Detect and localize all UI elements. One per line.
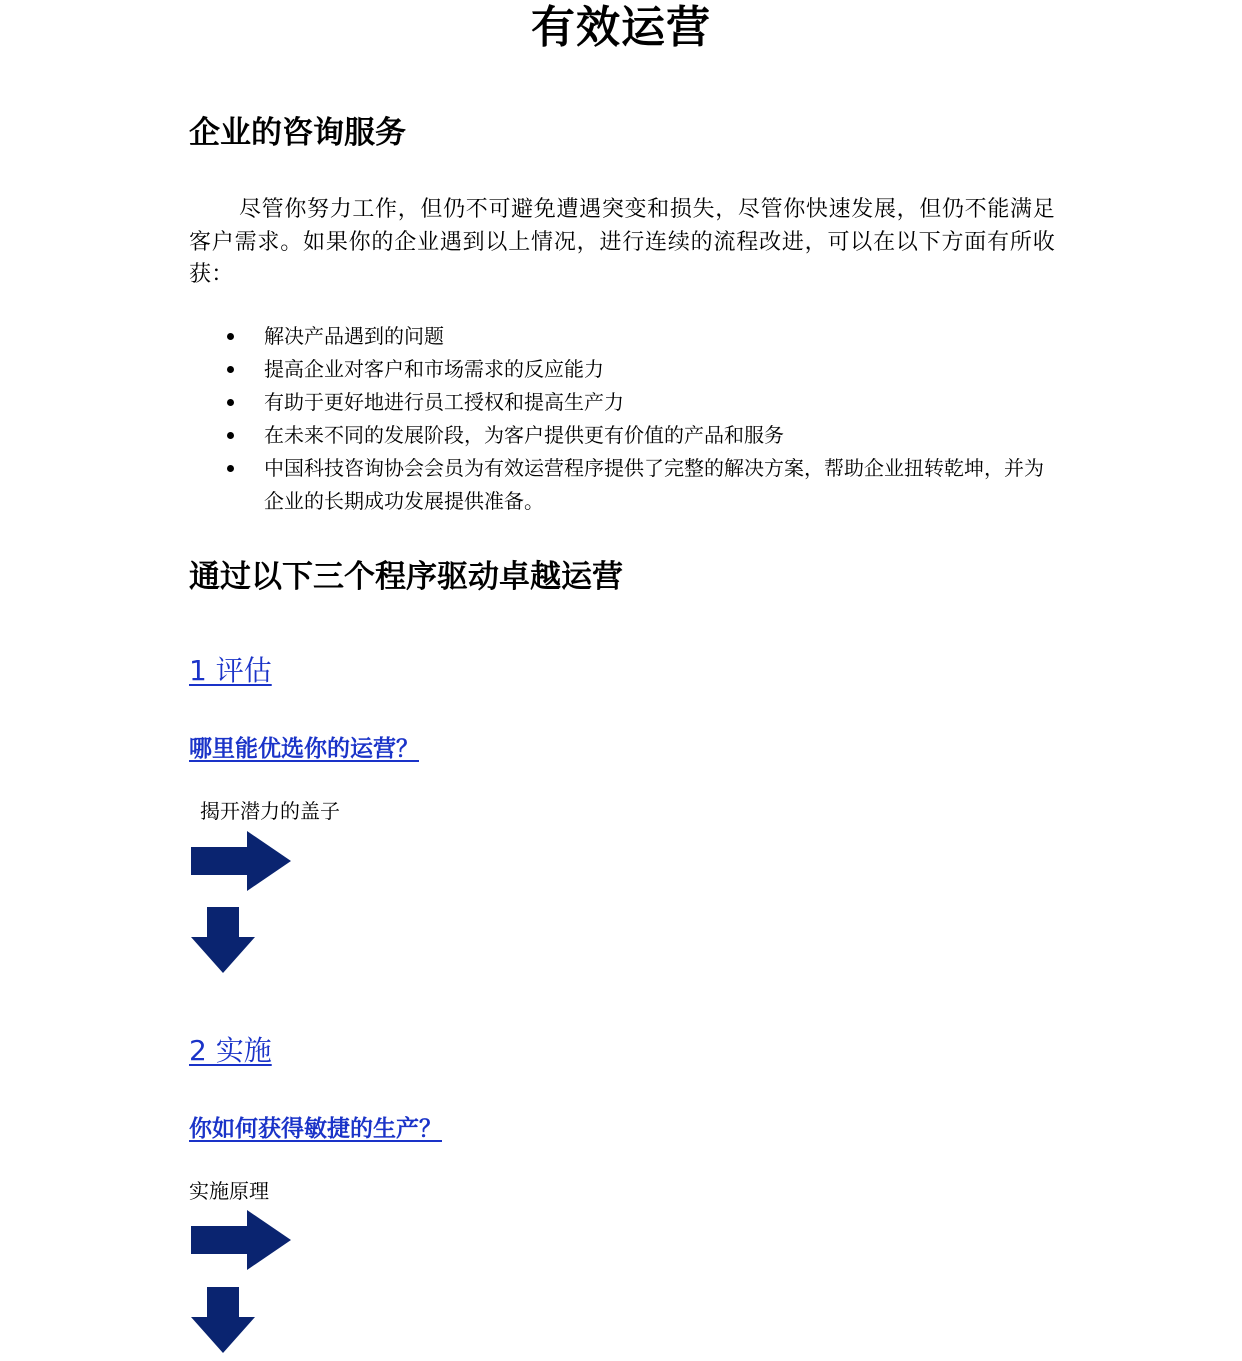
arrow-down-icon (191, 907, 255, 973)
list-item (189, 419, 1055, 452)
list-item (189, 320, 1055, 353)
document-title: 有效运营 (531, 2, 711, 53)
bullet-icon (227, 333, 234, 340)
arrow-right-icon (191, 1210, 291, 1270)
list-item-text: 解决产品遇到的问题 (264, 324, 444, 348)
step-2-note: 实施原理 (189, 1179, 269, 1203)
step-2-question-link[interactable]: 你如何获得敏捷的生产？ (189, 1116, 442, 1142)
step-1-note: 揭开潜力的盖子 (200, 799, 340, 823)
benefits-list (189, 320, 1055, 518)
list-item-text: 中国科技咨询协会会员为有效运营程序提供了完整的解决方案，帮助企业扭转乾坤，并为企业的长期成功发展提供准备。 (264, 456, 1044, 513)
section-heading-programs: 通过以下三个程序驱动卓越运营 (189, 559, 623, 595)
list-item-text: 有助于更好地进行员工授权和提高生产力 (264, 390, 624, 414)
bullet-icon (227, 465, 234, 472)
bullet-icon (227, 366, 234, 373)
bullet-icon (227, 399, 234, 406)
step-1-question-link[interactable]: 哪里能优选你的运营？ (189, 736, 419, 762)
list-item (189, 353, 1055, 386)
bullet-icon (227, 432, 234, 439)
list-item (189, 452, 1055, 518)
intro-paragraph: 尽管你努力工作，但仍不可避免遭遇突变和损失，尽管你快速发展，但仍不能满足客户需求。如果你的企业遇到以上情况，进行连续的流程改进，可以在以下方面有所收获： (189, 197, 1055, 287)
arrow-right-icon (191, 831, 291, 891)
list-item-text: 在未来不同的发展阶段，为客户提供更有价值的产品和服务 (264, 423, 784, 447)
step-1-link[interactable]: 1 评估 (189, 654, 272, 687)
section-heading-consulting: 企业的咨询服务 (189, 115, 406, 151)
list-item-text: 提高企业对客户和市场需求的反应能力 (264, 357, 604, 381)
arrow-down-icon (191, 1287, 255, 1353)
list-item (189, 386, 1055, 419)
step-2-link[interactable]: 2 实施 (189, 1034, 272, 1067)
